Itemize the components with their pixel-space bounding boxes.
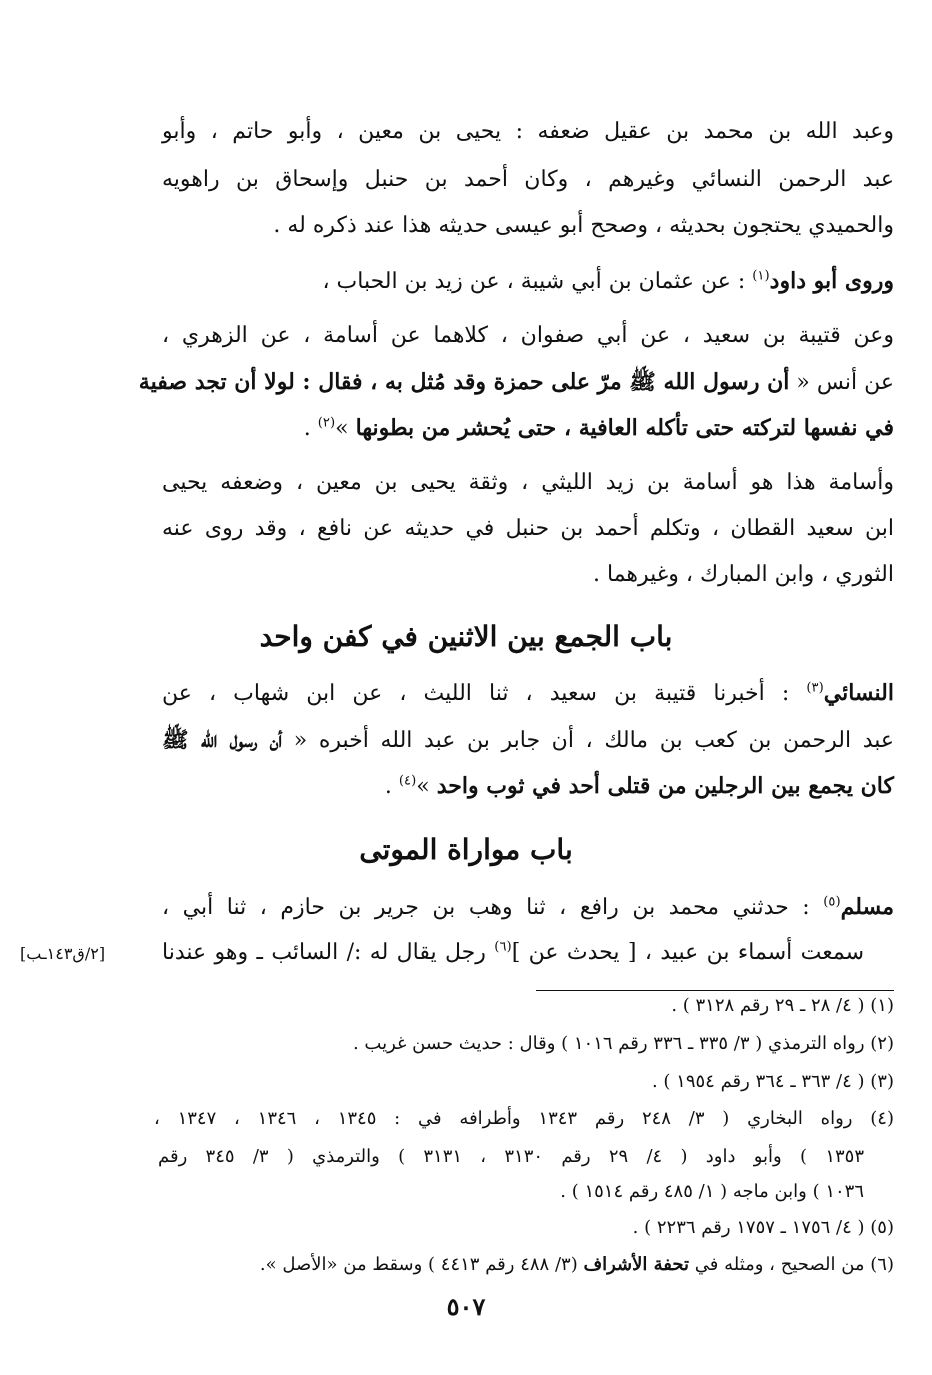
- footnote-ref-6: (٦): [494, 939, 512, 955]
- footnote-separator: [536, 990, 894, 991]
- hadith-text-2: أن رسول الله ﷺ: [162, 727, 283, 753]
- paragraph-3-line-1: وعن قتيبة بن سعيد ، عن أبي صفوان ، كلاهما عن أسامة ، عن الزهري ،: [162, 323, 894, 348]
- quote-close-2: »: [416, 774, 437, 799]
- section-heading-burial: باب مواراة الموتى: [359, 833, 573, 866]
- section-1-isnad: : أخبرنا قتيبة بن سعيد ، ثنا الليث ، عن ابن شهاب ، عن: [162, 681, 807, 706]
- footnote-2: (٢) رواه الترمذي ( ٣/ ٣٣٥ ـ ٣٣٦ رقم ١٠١٦ ) وقال : حديث حسن غريب .: [352, 1033, 894, 1054]
- footnote-4-line-3: ١٠٣٦ ) وابن ماجه ( ١/ ٤٨٥ رقم ١٥١٤ ) .: [560, 1181, 864, 1202]
- footnote-6: [154, 1251, 894, 1279]
- footnote-6-text-end: (٣/ ٤٨٨ رقم ٤٤١٣ ) وسقط من «الأصل ».: [259, 1254, 584, 1275]
- footnote-ref-4: (٤): [398, 773, 417, 789]
- paragraph-1-line-1: وعبد الله بن محمد بن عقيل ضعفه : يحيى بن معين ، وأبو حاتم ، وأبو: [162, 119, 894, 144]
- footnote-4-line-2: ١٣٥٣ ) وأبو داود ( ٤/ ٢٩ رقم ٣١٣٠ ، ٣١٣١ ) والترمذي ( ٣/ ٣٤٥ رقم: [158, 1146, 864, 1167]
- paragraph-4-line-2: ابن سعيد القطان ، وتكلم أحمد بن حنبل في حديثه عن نافع ، وقد روى عنه: [162, 516, 894, 541]
- footnote-ref-5: (٥): [823, 894, 841, 910]
- section-2-isnad-end: رجل يقال له :/ السائب ـ وهو عندنا: [162, 940, 495, 965]
- period-2: .: [384, 774, 399, 799]
- footnote-6-book-title: تحفة الأشراف: [583, 1254, 690, 1275]
- section-2-isnad: : حدثني محمد بن رافع ، ثنا وهب بن جرير بن حازم ، ثنا أبي ،: [162, 895, 824, 920]
- footnote-4-line-1: (٤) رواه البخاري ( ٣/ ٢٤٨ رقم ١٣٤٣ وأطرافه في : ١٣٤٥ ، ١٣٤٦ ، ١٣٤٧ ،: [154, 1108, 894, 1129]
- narrator-abu-dawud: وروى أبو داود: [769, 268, 894, 294]
- paragraph-4-line-3: الثوري ، وابن المبارك ، وغيرهما .: [593, 562, 894, 587]
- quote-close: »: [335, 416, 356, 441]
- section-1-isnad-cont: عبد الرحمن بن كعب بن مالك ، أن جابر بن عبد الله أخبره «: [282, 728, 895, 753]
- narrator-muslim: مسلم: [840, 894, 894, 920]
- paragraph-1-line-3: والحميدي يحتجون بحديثه ، وصحح أبو عيسى حديثه هذا عند ذكره له .: [273, 213, 894, 238]
- footnote-ref-3: (٣): [806, 680, 824, 696]
- footnote-1: (١) ( ٤/ ٢٨ ـ ٢٩ رقم ٣١٢٨ ) .: [671, 995, 894, 1016]
- paragraph-2-line-1: [162, 264, 894, 299]
- section-1-line-3: [162, 769, 894, 804]
- paragraph-1-line-2: عبد الرحمن النسائي وغيرهم ، وكان أحمد بن حنبل وإسحاق بن راهويه: [162, 167, 894, 192]
- footnote-5: (٥) ( ٤/ ١٧٥٦ ـ ١٧٥٧ رقم ٢٢٣٦ ) .: [632, 1217, 894, 1238]
- section-heading-shroud: باب الجمع بين الاثنين في كفن واحد: [259, 620, 673, 653]
- section-1-line-1: [162, 676, 894, 711]
- hadith-text-cont: في نفسها لتركته حتى تأكله العافية ، حتى يُحشر من بطونها: [355, 415, 894, 441]
- footnote-3: (٣) ( ٤/ ٣٦٣ ـ ٣٦٤ رقم ١٩٥٤ ) .: [651, 1071, 894, 1092]
- paragraph-4-line-1: وأسامة هذا هو أسامة بن زيد الليثي ، وثقة يحيى بن معين ، وضعفه يحيى: [162, 470, 894, 495]
- page-number: ٥٠٧: [446, 1292, 486, 1321]
- paragraph-3-line-2: [138, 365, 894, 400]
- paragraph-2-text: : عن عثمان بن أبي شيبة ، عن زيد بن الحباب ،: [322, 269, 753, 294]
- section-2-isnad-cont: سمعت أسماء بن عبيد ، [ يحدث عن ]: [511, 940, 864, 965]
- footnote-ref-2: (٢): [317, 415, 336, 431]
- footnote-ref-1: (١): [752, 268, 770, 284]
- manuscript-folio-note: [٢/ق١٤٣ـب]: [20, 944, 106, 963]
- hadith-text-2-cont: كان يجمع بين الرجلين من قتلى أحد في ثوب واحد: [436, 773, 894, 799]
- period: .: [303, 416, 318, 441]
- section-1-line-2: [162, 723, 894, 758]
- section-2-line-1: [162, 890, 894, 925]
- footnote-6-text: (٦) من الصحيح ، ومثله في: [689, 1254, 894, 1275]
- paragraph-3-isnad: عن أنس «: [789, 370, 894, 395]
- section-2-line-2: [162, 936, 864, 970]
- hadith-text: أن رسول الله ﷺ مرّ على حمزة وقد مُثل به ، فقال : لولا أن تجد صفية: [138, 369, 790, 395]
- narrator-nasai: النسائي: [823, 680, 894, 706]
- paragraph-3-line-3: [162, 411, 894, 446]
